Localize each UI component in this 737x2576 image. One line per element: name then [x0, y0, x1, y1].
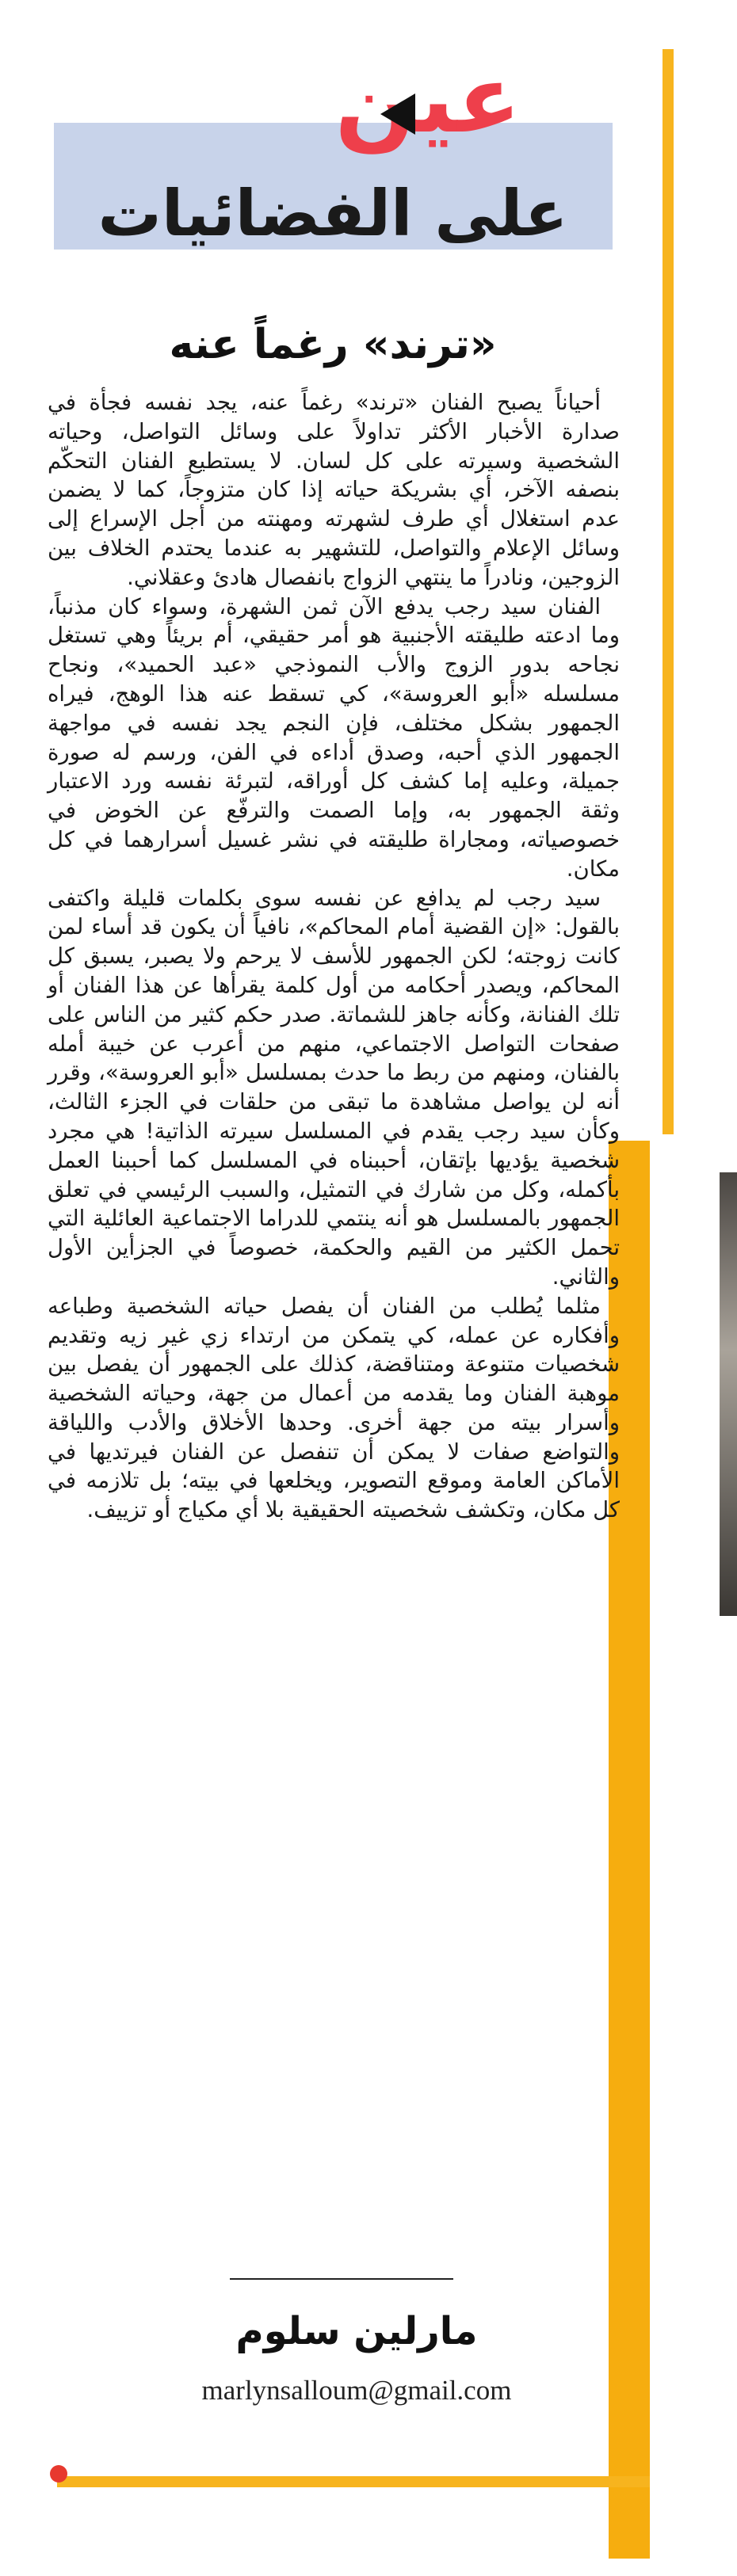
play-triangle-icon: [380, 93, 415, 135]
article-paragraph: سيد رجب لم يدافع عن نفسه سوى بكلمات قليلة واكتفى بالقول: «إن القضية أمام المحاكم»، نافياً أن يكون قد أساء لمن كانت زوجته؛ لكن الجمهور للأسف لا يرحم ولا يصبر، يسبق كل المحاكم، ويصدر أحكامه من أول كلمة يقرأها عن هذا الفنان أو تلك الفنانة، وكأنه جاهز للشماتة. صدر حكم كثير من الناس على صفحات التواصل الاجتماعي، منهم من أعرب عن خيبة أمله بالفنان، ومنهم من ربط ما حدث بمسلسل «أبو العروسة»، وقرر أنه لن يواصل مشاهدة ما تبقى من حلقات في الجزء الثالث، وكأن سيد رجب يقدم في المسلسل سيرته الذاتية! هي مجرد شخصية يؤديها بإتقان، أحببناه في المسلسل كما أحببنا العمل بأكمله، وكل من شارك في التمثيل، والسبب الرئيسي في تعلق الجمهور بالمسلسل هو أنه ينتمي للدراما الاجتماعية العائلية التي تحمل الكثير من القيم والحكمة، خصوصاً في الجزأين الأول والثاني.: [48, 885, 620, 1290]
column-section-title: على الفضائيات: [97, 177, 568, 250]
byline-divider: [230, 2278, 453, 2280]
article-paragraph: مثلما يُطلب من الفنان أن يفصل حياته الشخصية وطباعه وأفكاره عن عمله، كي يتمكن من ارتداء زي غير زيه وتقديم شخصيات متنوعة ومتناقضة، كذلك على الجمهور أن يفصل بين موهبة الفنان وما يقدمه من أعمال من جهة، وحياته الشخصية وأسرار بيته من جهة أخرى. وحدها الأخلاق والأدب واللياقة والتواضع صفات لا يمكن أن تنفصل عن الفنان فيرتديها في الأماكن العامة وموقع التصوير، ويخلعها في بيته؛ بل تلازمه في كل مكان، وتكشف شخصيته الحقيقية بلا أي مكياج أو تزييف.: [48, 1293, 620, 1523]
column-logo-word: عين: [334, 44, 521, 154]
author-name: مارلين سلوم: [235, 2309, 478, 2353]
accent-bar-bottom: [57, 2476, 650, 2487]
article-body: [48, 388, 620, 2289]
article-paragraph: أحياناً يصبح الفنان «ترند» رغماً عنه، يجد نفسه فجأة في صدارة الأخبار الأكثر تداولاً على وسائل التواصل، وحياته الشخصية وسيرته على كل لسان. لا يستطيع الفنان التحكّم بنصفه الآخر، أي بشريكة حياته إذا كان متزوجاً، كما لا يضمن عدم استغلال أي طرف لشهرته ومهنته من أجل الإسراع إلى وسائل الإعلام والتواصل، للتشهير به عندما يحتدم الخلاف بين الزوجين، ونادراً ما ينتهي الزواج بانفصال هادئ وعقلاني.: [48, 390, 620, 590]
accent-dot-icon: [50, 2465, 67, 2483]
article-headline: «ترند» رغماً عنه: [169, 321, 497, 368]
accent-bar-right-top: [663, 49, 674, 1134]
article-paragraph: الفنان سيد رجب يدفع الآن ثمن الشهرة، وسواء كان مذنباً، وما ادعته طليقته الأجنبية هو أمر حقيقي، أم بريئاً وهي تستغل نجاحه بدور الزوج والأب النموذجي «عبد الحميد»، ونجاح مسلسله «أبو العروسة»، كي تسقط عنه هذا الوهج، فيراه الجمهور بشكل مختلف، فإن النجم يجد نفسه في مواجهة الجمهور الذي أحبه، وصدق أداءه في الفن، ورسم له صورة جميلة، وعليه إما كشف كل أوراقه، لتبرئة نفسه ورد الاعتبار وثقة الجمهور به، وإما الصمت والترفّع عن الخوض في خصوصياته، ومجاراة طليقته في نشر غسيل أسرارهما في كل مكان.: [48, 593, 620, 882]
author-email[interactable]: marlynsalloum@gmail.com: [201, 2375, 512, 2406]
adjacent-page-photo-edge: [720, 1172, 737, 1616]
